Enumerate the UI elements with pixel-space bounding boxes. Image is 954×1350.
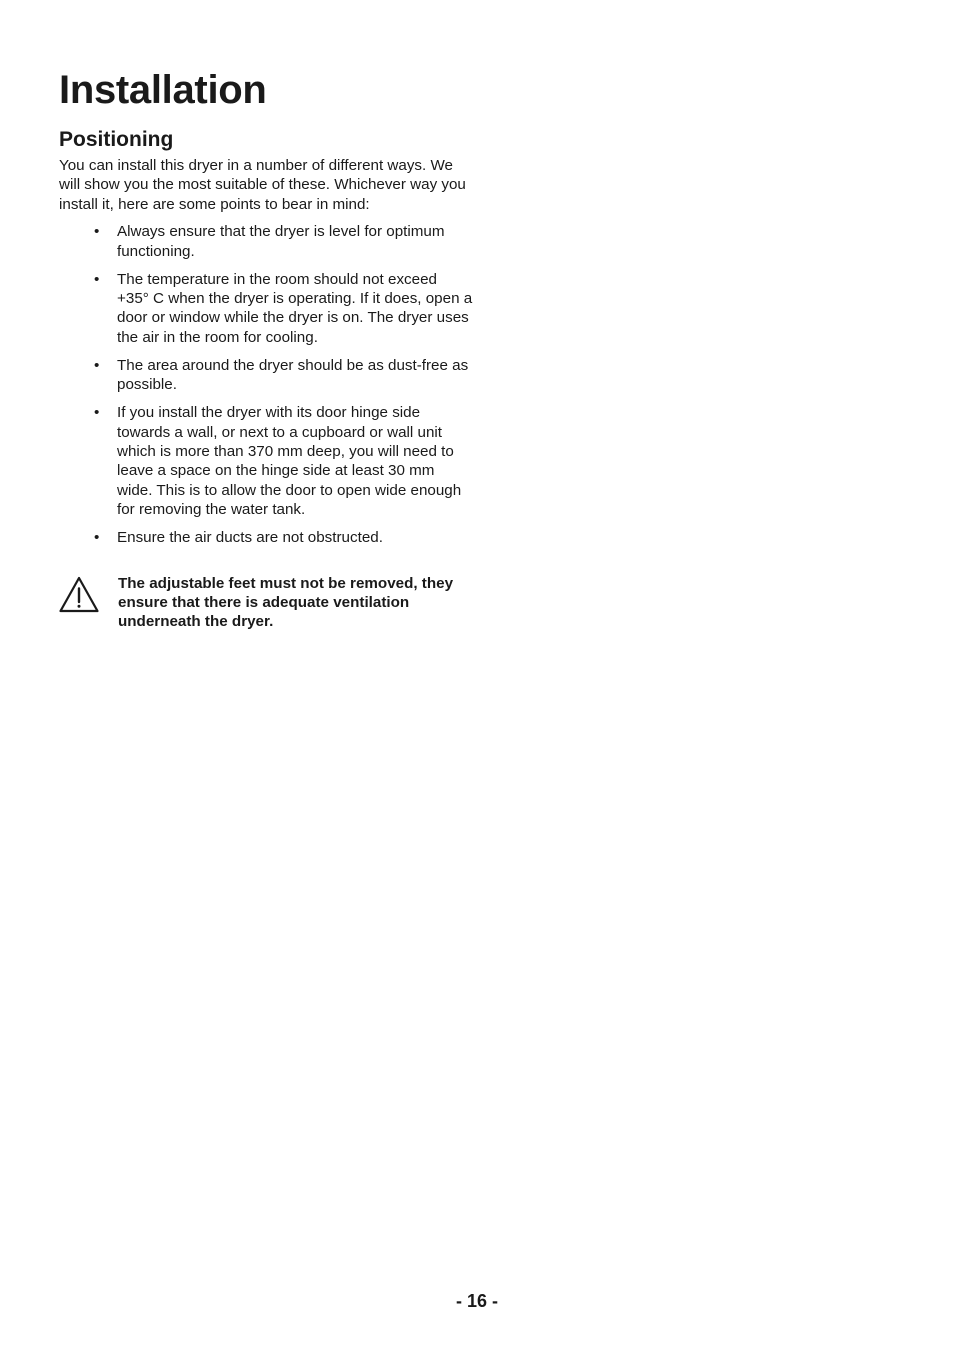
warning-text: The adjustable feet must not be removed, they ensure that there is adequate ventilation underneath the dryer.	[118, 575, 454, 631]
list-item-text: The temperature in the room should not exceed +35° C when the dryer is operating. If it does, open a door or window while the dryer is on. The dryer uses the air in the room for cooling.	[117, 270, 473, 346]
list-item	[59, 356, 473, 395]
section-heading: Positioning	[59, 128, 174, 151]
list-item	[59, 528, 473, 547]
bullet-list	[59, 222, 479, 547]
list-item	[59, 270, 473, 348]
list-item	[59, 403, 473, 519]
page-number: - 16 -	[455, 1291, 498, 1311]
warning-triangle-icon	[59, 576, 99, 613]
bullet-icon: •	[94, 270, 100, 288]
positioning-section	[59, 126, 479, 556]
list-item-text: Ensure the air ducts are not obstructed.	[117, 529, 383, 547]
bullet-icon: •	[94, 356, 100, 374]
bullet-icon: •	[94, 404, 100, 422]
bullet-icon: •	[94, 223, 100, 241]
list-item	[59, 222, 473, 261]
intro-paragraph: You can install this dryer in a number of different ways. We will show you the most suitable of these. Whichever way you install it, here are some points to bear in mind:	[59, 157, 466, 213]
list-item-text: Always ensure that the dryer is level for optimum functioning.	[117, 223, 445, 260]
bullet-icon: •	[94, 529, 100, 547]
page-title: Installation	[59, 68, 267, 112]
list-item-text: The area around the dryer should be as dust-free as possible.	[117, 356, 469, 394]
list-item-text: If you install the dryer with its door hinge side towards a wall, or next to a cupboard or wall unit which is more than 370 mm deep, you will need to leave a space on the hinge side at least 30 mm wide. This is to allow the door to open wide enough for removing the water tank.	[117, 404, 462, 519]
warning-note	[59, 574, 479, 632]
